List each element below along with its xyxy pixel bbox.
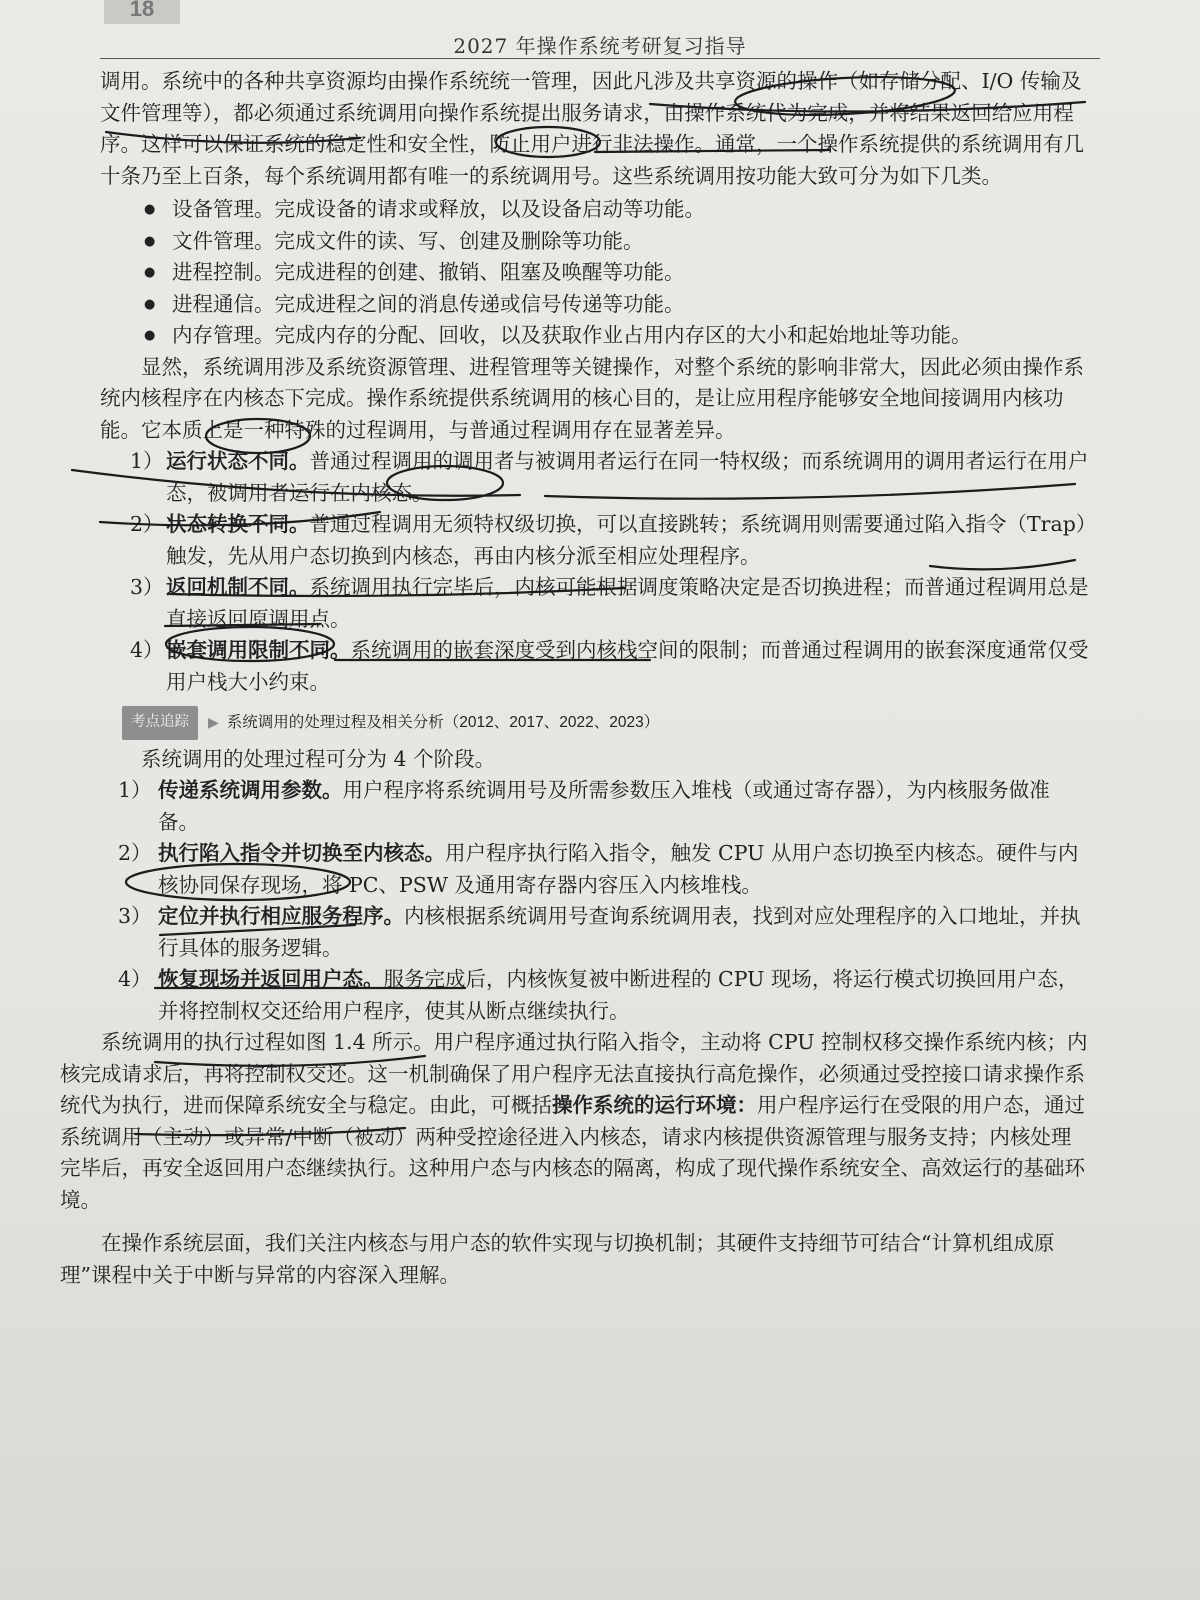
item-text: 系统调用的嵌套深度受到内核栈空间的限制；而普通过程调用的嵌套深度通常仅受用户栈大小约束。: [166, 638, 1089, 694]
list-item: [100, 635, 1090, 698]
item-number: 3）: [118, 904, 152, 928]
syscall-category-list: [100, 194, 1090, 352]
page-number: 18: [104, 0, 180, 24]
item-text: 服务完成后，内核恢复被中断进程的 CPU 现场，将运行模式切换回用户态，并将控制权交还给用户程序，使其从断点继续执行。: [158, 967, 1079, 1023]
intro-paragraph: 调用。系统中的各种共享资源均由操作系统统一管理，因此凡涉及共享资源的操作（如存储分配、I/O 传输及文件管理等），都必须通过系统调用向操作系统提出服务请求，由操作系统代为完成，并将结果返回给应用程序。这样可以保证系统的稳定性和安全性，防止用户进行非法操作。通常，一个操作系统提供的系统调用有几十条乃至上百条，每个系统调用都有唯一的系统调用号。这些系统调用按功能大致可分为如下几类。: [100, 69, 1084, 188]
item-title: 嵌套调用限制不同。: [166, 638, 351, 662]
list-item: [100, 446, 1090, 509]
item-text: 普通过程调用的调用者与被调用者运行在同一特权级；而系统调用的调用者运行在用户态，被调用者运行在内核态。: [166, 449, 1089, 505]
item-title: 传递系统调用参数。: [158, 778, 343, 802]
exam-focus-tag: 考点追踪: [122, 706, 198, 740]
execution-bold-phrase: 操作系统的运行环境：: [552, 1093, 757, 1117]
stage-list: [100, 775, 1090, 1027]
list-item: ● 设备管理。完成设备的请求或释放，以及设备启动等功能。: [144, 194, 1090, 226]
item-text: 系统调用执行完毕后，内核可能根据调度策略决定是否切换进程；而普通过程调用总是直接返回原调用点。: [166, 575, 1089, 631]
list-item: [100, 509, 1090, 572]
execution-text-b: 用户程序运行在受限的用户态，通过系统调用（主动）或异常/中断（被动）两种受控途径进入内核态，请求内核提供资源管理与服务支持；内核处理完毕后，再安全返回用户态继续执行。这种用户态与内核态的隔离，构成了现代操作系统安全、高效运行的基础环境。: [60, 1093, 1085, 1212]
final-paragraph: 在操作系统层面，我们关注内核态与用户态的软件实现与切换机制；其硬件支持细节可结合“计算机组成原理”课程中关于中断与异常的内容深入理解。: [60, 1231, 1055, 1287]
item-number: 4）: [118, 967, 152, 991]
item-number: 2）: [130, 512, 164, 536]
item-title: 返回机制不同。: [166, 575, 310, 599]
item-text: 用户程序执行陷入指令，触发 CPU 从用户态切换至内核态。硬件与内核协同保存现场，将 PC、PSW 及通用寄存器内容压入内核堆栈。: [158, 841, 1079, 897]
item-number: 3）: [130, 575, 164, 599]
item-title: 定位并执行相应服务程序。: [158, 904, 404, 928]
item-title: 执行陷入指令并切换至内核态。: [158, 841, 445, 865]
exam-focus-title: 系统调用的处理过程及相关分析（2012、2017、2022、2023）: [226, 714, 660, 731]
running-header: 2027 年操作系统考研复习指导: [453, 34, 747, 58]
process-intro: 系统调用的处理过程可分为 4 个阶段。: [141, 746, 496, 771]
execution-paragraph: [60, 1027, 1090, 1216]
page-body: [60, 66, 1090, 1291]
exam-focus-line: [122, 706, 1090, 740]
list-item: ● 内存管理。完成内存的分配、回收，以及获取作业占用内存区的大小和起始地址等功能。: [144, 320, 1090, 352]
item-number: 4）: [130, 638, 164, 662]
list-item: ● 进程控制。完成进程的创建、撤销、阻塞及唤醒等功能。: [144, 257, 1090, 289]
execution-text-a: 系统调用的执行过程如图 1.4 所示。用户程序通过执行陷入指令，主动将 CPU 控制权移交操作系统内核；内核完成请求后，再将控制权交还。这一机制确保了用户程序无法直接执行高危操作，必须通过受控接口请求操作系统代为执行，进而保障系统安全与稳定。由此，可概括: [60, 1030, 1088, 1117]
item-number: 1）: [118, 778, 152, 802]
list-item: [100, 572, 1090, 635]
list-item: [100, 775, 1090, 838]
item-number: 1）: [130, 449, 164, 473]
list-item: [100, 901, 1090, 964]
obvious-paragraph: 显然，系统调用涉及系统资源管理、进程管理等关键操作，对整个系统的影响非常大，因此必须由操作系统内核程序在内核态下完成。操作系统提供系统调用的核心目的，是让应用程序能够安全地间接调用内核功能。它本质上是一种特殊的过程调用，与普通过程调用存在显著差异。: [100, 354, 1084, 442]
item-number: 2）: [118, 841, 152, 865]
header-rule: [100, 58, 1100, 59]
list-item: ● 进程通信。完成进程之间的消息传递或信号传递等功能。: [144, 289, 1090, 321]
item-text: 普通过程调用无须特权级切换，可以直接跳转；系统调用则需要通过陷入指令（Trap）触发，先从用户态切换到内核态，再由内核分派至相应处理程序。: [166, 512, 1087, 568]
item-title: 状态转换不同。: [166, 512, 310, 536]
difference-list: [100, 446, 1090, 698]
list-item: [100, 964, 1090, 1027]
item-title: 运行状态不同。: [166, 449, 310, 473]
list-item: ● 文件管理。完成文件的读、写、创建及删除等功能。: [144, 226, 1090, 258]
list-item: [100, 838, 1090, 901]
item-text: 内核根据系统调用号查询系统调用表，找到对应处理程序的入口地址，并执行具体的服务逻辑。: [158, 904, 1081, 960]
triangle-arrow-icon: ▶: [208, 714, 219, 730]
item-title: 恢复现场并返回用户态。: [158, 967, 384, 991]
item-text: 用户程序将系统调用号及所需参数压入堆栈（或通过寄存器），为内核服务做准备。: [158, 778, 1050, 834]
